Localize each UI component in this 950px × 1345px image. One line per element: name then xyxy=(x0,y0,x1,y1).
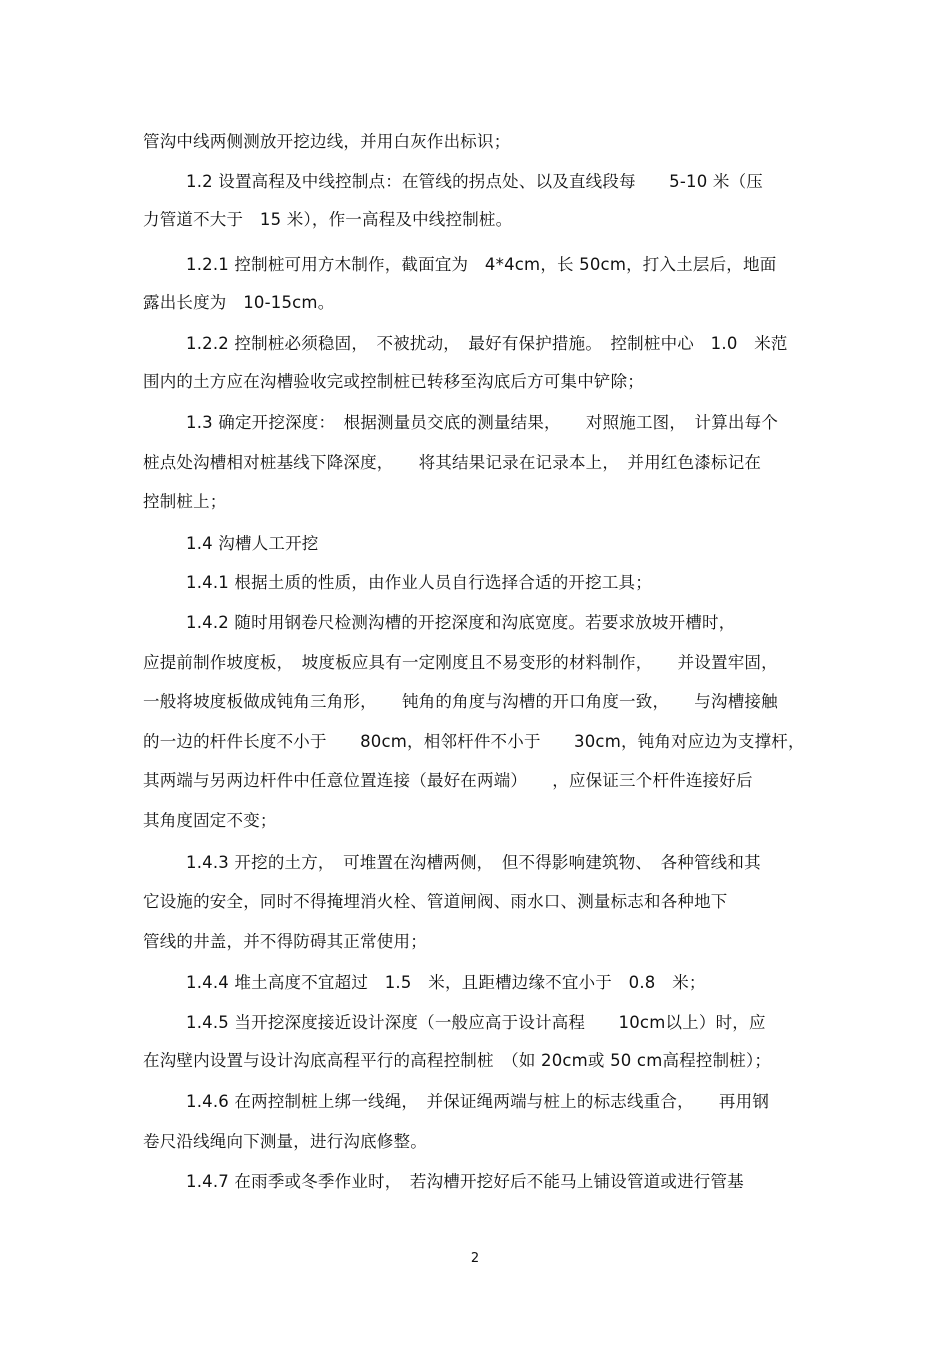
text-line: 1.2 设置高程及中线控制点：在管线的拐点处、以及直线段每 5-10 米（压 xyxy=(186,172,763,191)
text-line: 1.4.4 堆土高度不宜超过 1.5 米，且距槽边缘不宜小于 0.8 米； xyxy=(186,973,706,992)
text-line: 其两端与另两边杆件中任意位置连接（最好在两端） ，应保证三个杆件连接好后 xyxy=(143,771,753,790)
text-line: 桩点处沟槽相对桩基线下降深度， 将其结果记录在记录本上， 并用红色漆标记在 xyxy=(143,453,762,472)
page-number: 2 xyxy=(470,1251,480,1266)
text-line: 它设施的安全，同时不得掩埋消火栓、管道闸阀、雨水口、测量标志和各种地下 xyxy=(143,892,728,911)
text-line: 1.4.2 随时用钢卷尺检测沟槽的开挖深度和沟底宽度。若要求放坡开槽时， xyxy=(186,613,736,632)
text-line: 卷尺沿线绳向下测量，进行沟底修整。 xyxy=(143,1132,427,1151)
text-line: 力管道不大于 15 米），作一高程及中线控制桩。 xyxy=(143,210,513,229)
text-line: 的一边的杆件长度不小于 80cm，相邻杆件不小于 30cm，钝角对应边为支撑杆， xyxy=(143,732,805,751)
text-line: 管线的井盖，并不得防碍其正常使用； xyxy=(143,932,427,951)
text-line: 1.4.1 根据土质的性质，由作业人员自行选择合适的开挖工具； xyxy=(186,573,652,592)
text-line: 露出长度为 10-15cm。 xyxy=(143,293,335,312)
text-line: 控制桩上； xyxy=(143,492,227,511)
text-line: 1.3 确定开挖深度： 根据测量员交底的测量结果， 对照施工图， 计算出每个 xyxy=(186,413,779,432)
text-line: 1.4.6 在两控制桩上绑一线绳， 并保证绳两端与桩上的标志线重合， 再用钢 xyxy=(186,1092,770,1111)
text-line: 应提前制作坡度板， 坡度板应具有一定刚度且不易变形的材料制作， 并设置牢固， xyxy=(143,653,778,672)
text-line: 1.2.1 控制桩可用方木制作，截面宜为 4*4cm，长 50cm，打入土层后，地面 xyxy=(186,255,777,274)
text-line: 一般将坡度板做成钝角三角形， 钝角的角度与沟槽的开口角度一致， 与沟槽接触 xyxy=(143,692,778,711)
text-line: 在沟壁内设置与设计沟底高程平行的高程控制桩 （如 20cm或 50 cm高程控制桩）； xyxy=(143,1051,772,1070)
text-line: 1.4.5 当开挖深度接近设计深度（一般应高于设计高程 10cm以上）时，应 xyxy=(186,1013,766,1032)
text-line: 1.4.3 开挖的土方， 可堆置在沟槽两侧， 但不得影响建筑物、 各种管线和其 xyxy=(186,853,761,872)
text-line: 管沟中线两侧测放开挖边线，并用白灰作出标识； xyxy=(143,132,511,151)
text-line: 1.4 沟槽人工开挖 xyxy=(186,534,319,553)
text-line: 1.4.7 在雨季或冬季作业时， 若沟槽开挖好后不能马上铺设管道或进行管基 xyxy=(186,1172,744,1191)
text-line: 其角度固定不变； xyxy=(143,811,277,830)
text-line: 围内的土方应在沟槽验收完或控制桩已转移至沟底后方可集中铲除； xyxy=(143,372,644,391)
text-line: 1.2.2 控制桩必须稳固， 不被扰动， 最好有保护措施。 控制桩中心 1.0 米范 xyxy=(186,334,788,353)
